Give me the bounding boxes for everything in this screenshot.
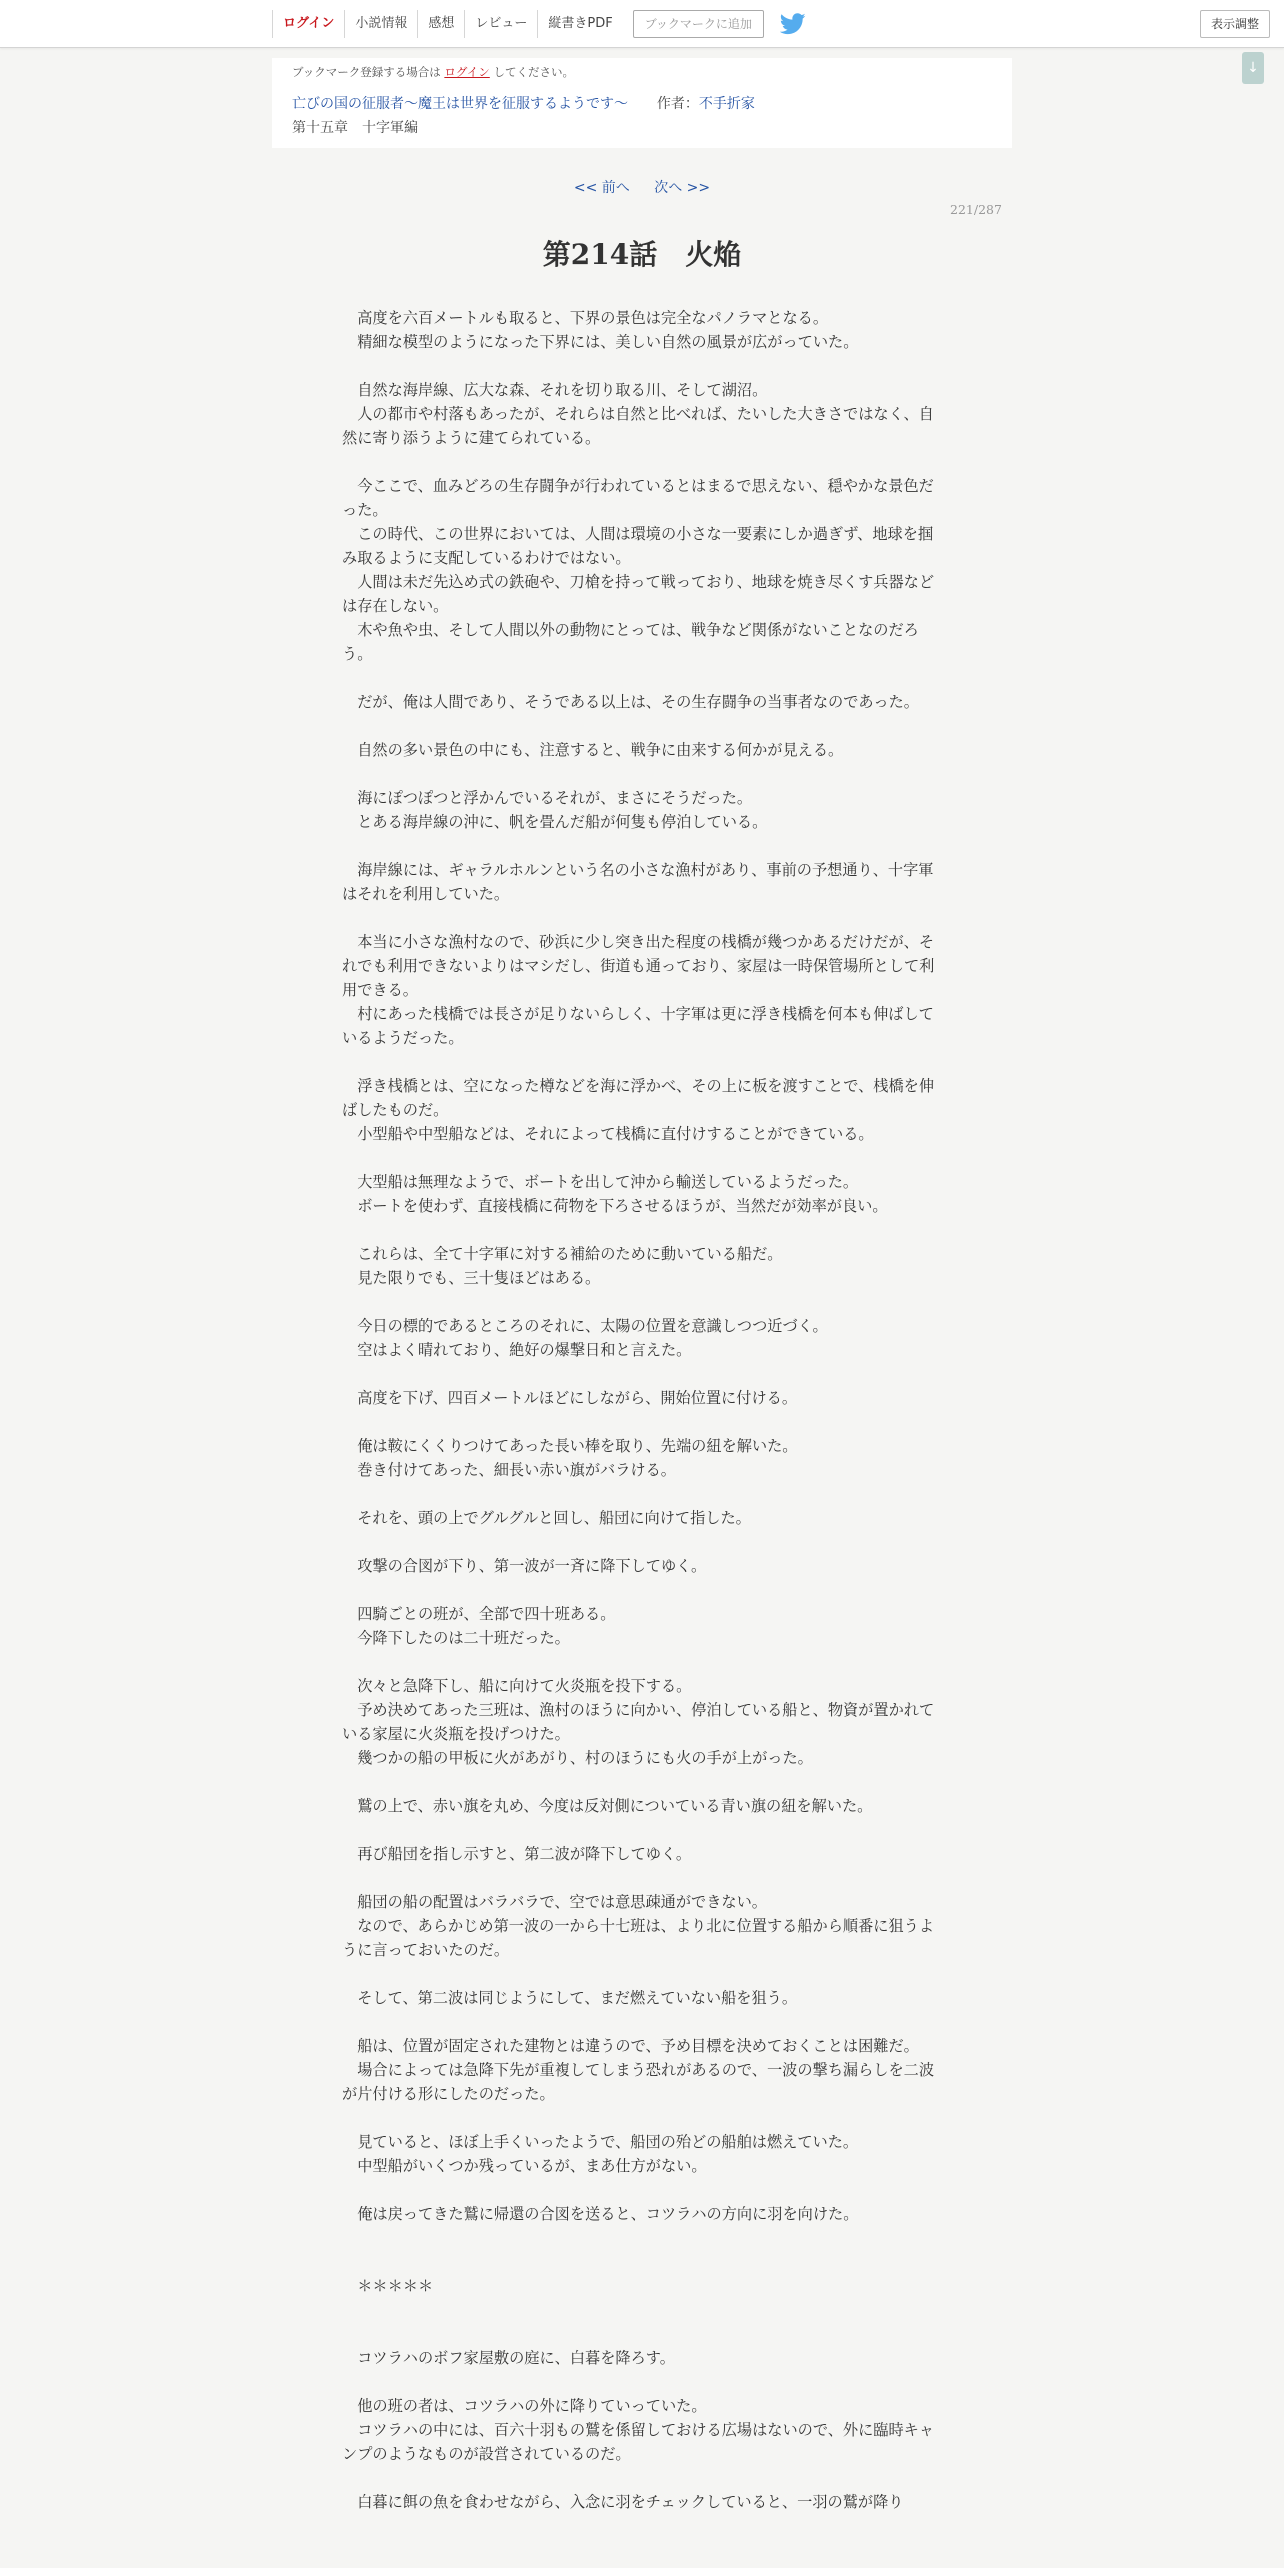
novel-info-box <box>272 58 1012 148</box>
body-line: それを、頭の上でグルグルと回し、船団に向けて指した。 <box>342 1509 751 1527</box>
body-line: 俺は鞍にくくりつけてあった長い棒を取り、先端の紐を解いた。 <box>342 1437 798 1455</box>
display-settings-button[interactable]: 表示調整 <box>1200 10 1270 38</box>
login-link[interactable]: ログイン <box>272 10 344 38</box>
vertical-pdf-link[interactable]: 縦書きPDF <box>537 10 622 38</box>
twitter-icon[interactable] <box>780 13 806 35</box>
body-line <box>342 2106 936 2130</box>
author-link[interactable]: 不手折家 <box>698 96 755 112</box>
body-line <box>342 1146 936 1170</box>
body-line <box>342 1218 936 1242</box>
episode-pager <box>0 178 1284 198</box>
body-line: 鷲の上で、赤い旗を丸め、今度は反対側についている青い旗の紐を解いた。 <box>342 1797 873 1815</box>
body-line <box>342 906 936 930</box>
bookmark-note-text: ブックマーク登録する場合は <box>292 65 441 79</box>
body-line <box>342 762 936 786</box>
body-line: 精細な模型のようになった下界には、美しい自然の風景が広がっていた。 <box>342 333 859 351</box>
body-line <box>342 1290 936 1314</box>
top-navigation-bar <box>0 0 1284 48</box>
body-line: そして、第二波は同じようにして、まだ燃えていない船を狙う。 <box>342 1989 798 2007</box>
body-line: 本当に小さな漁村なので、砂浜に少し突き出た程度の桟橋が幾つかあるだけだが、それでも利用できないよりはマシだし、街道も通っており、家屋は一時保管場所として利用できる。 <box>342 933 935 999</box>
scroll-down-button[interactable]: ↓ <box>1242 52 1264 84</box>
body-line <box>342 1362 936 1386</box>
body-line: 村にあった桟橋では長さが足りないらしく、十字軍は更に浮き桟橋を何本も伸ばしているようだった。 <box>342 1005 934 1047</box>
body-line <box>342 2178 936 2202</box>
body-line: 今降下したのは二十班だった。 <box>342 1629 570 1647</box>
body-line <box>342 2370 936 2394</box>
body-line <box>342 1770 936 1794</box>
body-line <box>342 450 936 474</box>
episode-title: 第214話 火焔 <box>542 238 742 271</box>
body-line <box>342 2226 936 2250</box>
body-line <box>342 354 936 378</box>
body-line: これらは、全て十字軍に対する補給のために動いている船だ。 <box>342 1245 783 1263</box>
body-line: 木や魚や虫、そして人間以外の動物にとっては、戦争など関係がないことなのだろう。 <box>342 621 919 663</box>
novel-title-link[interactable]: 亡びの国の征服者～魔王は世界を征服するようです～ <box>292 96 628 112</box>
body-line: 高度を六百メートルも取ると、下界の景色は完全なパノラマとなる。 <box>342 309 828 327</box>
novel-info-link[interactable]: 小説情報 <box>344 10 417 38</box>
body-line: だが、俺は人間であり、そうである以上は、その生存闘争の当事者なのであった。 <box>342 693 919 711</box>
body-line: 海にぽつぽつと浮かんでいるそれが、まさにそうだった。 <box>342 789 753 807</box>
body-line <box>342 1650 936 1674</box>
body-line: 攻撃の合図が下り、第一波が一斉に降下してゆく。 <box>342 1557 707 1575</box>
body-line: 幾つかの船の甲板に火があがり、村のほうにも火の手が上がった。 <box>342 1749 813 1767</box>
bookmark-login-note <box>292 62 574 82</box>
body-line: 浮き桟橋とは、空になった樽などを海に浮かべ、その上に板を渡すことで、桟橋を伸ばしたものだ。 <box>342 1077 935 1119</box>
prev-episode-link[interactable]: << 前へ <box>573 180 630 196</box>
body-line: 予め決めてあった三班は、漁村のほうに向かい、停泊している船と、物資が置かれている家屋に火炎瓶を投げつけた。 <box>342 1701 935 1743</box>
body-line: 白暮に餌の魚を食わせながら、入念に羽をチェックしていると、一羽の鷲が降り <box>342 2493 904 2511</box>
body-line: 船は、位置が固定された建物とは違うので、予め目標を決めておくことは困難だ。 <box>342 2037 919 2055</box>
body-line: 再び船団を指し示すと、第二波が降下してゆく。 <box>342 1845 692 1863</box>
body-line: 自然の多い景色の中にも、注意すると、戦争に由来する何かが見える。 <box>342 741 844 759</box>
body-line: コツラハの中には、百六十羽もの鷲を係留しておける広場はないので、外に臨時キャンプのようなものが設営されているのだ。 <box>342 2421 935 2463</box>
body-line <box>342 1578 936 1602</box>
body-line <box>342 1818 936 1842</box>
body-line <box>342 2466 936 2490</box>
body-line <box>342 1482 936 1506</box>
body-line <box>342 1410 936 1434</box>
body-line <box>342 1866 936 1890</box>
body-line: 海岸線には、ギャラルホルンという名の小さな漁村があり、事前の予想通り、十字軍はそれを利用していた。 <box>342 861 934 903</box>
body-line: 人の都市や村落もあったが、それらは自然と比べれば、たいした大きさではなく、自然に寄り添うように建てられている。 <box>342 405 934 447</box>
body-line: 四騎ごとの班が、全部で四十班ある。 <box>342 1605 616 1623</box>
body-line: 中型船がいくつか残っているが、まあ仕方がない。 <box>342 2157 707 2175</box>
body-line: 巻き付けてあった、細長い赤い旗がバラける。 <box>342 1461 676 1479</box>
novel-title-row <box>292 94 755 114</box>
body-line: この時代、この世界においては、人間は環境の小さな一要素にしか過ぎず、地球を掴み取るように支配しているわけではない。 <box>342 525 934 567</box>
body-line <box>342 1050 936 1074</box>
body-line: 小型船や中型船などは、それによって桟橋に直付けすることができている。 <box>342 1125 874 1143</box>
body-line <box>342 714 936 738</box>
novel-body-text <box>342 306 936 2514</box>
body-line: ＊＊＊＊＊ <box>342 2277 434 2295</box>
body-line <box>342 1530 936 1554</box>
body-line: 空はよく晴れており、絶好の爆撃日和と言えた。 <box>342 1341 692 1359</box>
body-line: 見た限りでも、三十隻ほどはある。 <box>342 1269 601 1287</box>
body-line: 今ここで、血みどろの生存闘争が行われているとはまるで思えない、穏やかな景色だった。 <box>342 477 934 519</box>
body-line: 俺は戻ってきた鷲に帰還の合図を送ると、コツラハの方向に羽を向けた。 <box>342 2205 859 2223</box>
body-line: 見ていると、ほぼ上手くいったようで、船団の殆どの船舶は燃えていた。 <box>342 2133 859 2151</box>
body-line: なので、あらかじめ第一波の一から十七班は、より北に位置する船から順番に狙うように言っておいたのだ。 <box>342 1917 935 1959</box>
body-line: 次々と急降下し、船に向けて火炎瓶を投下する。 <box>342 1677 692 1695</box>
chapter-title: 第十五章 十字軍編 <box>292 120 418 136</box>
body-line <box>342 2010 936 2034</box>
bookmark-note-text-end: してください。 <box>493 65 574 79</box>
bookmark-note-login-link[interactable]: ログイン <box>444 65 490 79</box>
body-line: 大型船は無理なようで、ボートを出して沖から輸送しているようだった。 <box>342 1173 859 1191</box>
body-line: コツラハのボフ家屋敷の庭に、白暮を降ろす。 <box>342 2349 675 2367</box>
body-line: 人間は未だ先込め式の鉄砲や、刀槍を持って戦っており、地球を焼き尽くす兵器などは存在しない。 <box>342 573 935 615</box>
main-nav <box>272 8 806 40</box>
body-line: 他の班の者は、コツラハの外に降りていっていた。 <box>342 2397 707 2415</box>
author-label: 作者： <box>656 96 699 112</box>
body-line <box>342 666 936 690</box>
body-line: とある海岸線の沖に、帆を畳んだ船が何隻も停泊している。 <box>342 813 768 831</box>
body-line: 自然な海岸線、広大な森、それを切り取る川、そして湖沼。 <box>342 381 768 399</box>
body-line: 船団の船の配置はバラバラで、空では意思疎通ができない。 <box>342 1893 767 1911</box>
body-line <box>342 2250 936 2274</box>
impressions-link[interactable]: 感想 <box>417 10 464 38</box>
body-line <box>342 2298 936 2322</box>
body-line: ボートを使わず、直接桟橋に荷物を下ろさせるほうが、当然だが効率が良い。 <box>342 1197 888 1215</box>
body-line <box>342 834 936 858</box>
body-line <box>342 2322 936 2346</box>
body-line <box>342 1962 936 1986</box>
episode-count: 221/287 <box>950 202 1002 217</box>
next-episode-link[interactable]: 次へ >> <box>654 180 711 196</box>
body-line: 今日の標的であるところのそれに、太陽の位置を意識しつつ近づく。 <box>342 1317 828 1335</box>
body-line: 場合によっては急降下先が重複してしまう恐れがあるので、一波の撃ち漏らしを二波が片付ける形にしたのだった。 <box>342 2061 935 2103</box>
review-link[interactable]: レビュー <box>464 10 537 38</box>
add-bookmark-button[interactable]: ブックマークに追加 <box>633 10 764 38</box>
body-line: 高度を下げ、四百メートルほどにしながら、開始位置に付ける。 <box>342 1389 798 1407</box>
